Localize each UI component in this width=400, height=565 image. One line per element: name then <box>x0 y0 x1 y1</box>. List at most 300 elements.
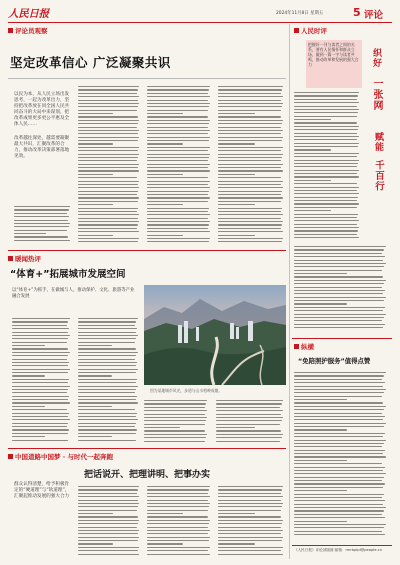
headline-rule <box>8 78 286 79</box>
body-text-line <box>218 238 283 239</box>
body-text-line <box>78 140 138 141</box>
body-text-line <box>78 413 137 414</box>
body-text-line <box>12 406 45 407</box>
body-text-line <box>218 143 255 144</box>
vertical-headline-4: 千百行 <box>373 160 384 192</box>
body-text-line <box>218 103 283 104</box>
body-text-line <box>294 327 383 328</box>
body-text-line <box>12 440 68 441</box>
body-text-line <box>218 211 281 212</box>
body-text-line <box>78 362 137 363</box>
body-text-line <box>78 123 138 124</box>
body-text-line <box>147 550 208 551</box>
body-text-line <box>218 96 283 97</box>
body-text-line <box>294 416 385 417</box>
body-text-line <box>218 184 281 185</box>
body-text-line <box>294 263 386 264</box>
body-text-line <box>218 550 281 551</box>
main-article-col2 <box>147 86 213 246</box>
body-text-line <box>78 423 136 424</box>
body-text-line <box>294 314 386 315</box>
body-text-line <box>294 524 386 525</box>
sports-article-col3 <box>144 400 210 446</box>
body-text-line <box>294 487 383 488</box>
body-text-line <box>78 530 139 531</box>
body-text-line <box>218 241 282 242</box>
vertical-headline-3: 赋能 <box>373 132 383 152</box>
body-text-line <box>294 436 383 437</box>
body-text-line <box>147 235 183 236</box>
body-text-line <box>294 214 358 215</box>
section-marker-icon <box>8 28 13 33</box>
body-text-line <box>218 174 255 175</box>
body-text-line <box>78 89 138 90</box>
body-text-line <box>218 510 281 511</box>
body-text-line <box>294 156 357 157</box>
body-text-line <box>147 513 183 514</box>
body-text-line <box>14 226 69 227</box>
body-text-line <box>218 157 282 158</box>
section-label: 人民时评 <box>294 26 327 35</box>
body-text-line <box>218 154 283 155</box>
body-text-line <box>218 500 281 501</box>
body-text-line <box>294 283 384 284</box>
body-text-line <box>218 160 281 161</box>
body-text-line <box>294 375 384 376</box>
body-text-line <box>218 530 283 531</box>
vertical-headline-1: 织好 <box>371 48 381 68</box>
body-text-line <box>294 379 382 380</box>
body-text-line <box>218 116 281 117</box>
body-text-line <box>147 489 209 490</box>
body-text-line <box>12 328 69 329</box>
body-text-line <box>12 342 67 343</box>
main-article-col3 <box>218 86 286 246</box>
body-text-line <box>294 402 383 403</box>
body-text-line <box>147 228 208 229</box>
body-text-line <box>216 414 281 415</box>
body-text-line <box>294 270 382 271</box>
body-text-line <box>14 240 70 241</box>
body-text-line <box>294 389 386 390</box>
body-text-line <box>78 543 113 544</box>
body-text-line <box>78 181 139 182</box>
body-text-line <box>218 123 282 124</box>
body-text-line <box>218 177 281 178</box>
issue-date: 2024年11月8日 星期五 <box>276 11 324 16</box>
body-text-line <box>147 160 208 161</box>
body-text-line <box>12 345 45 346</box>
main-article-foot <box>14 206 72 246</box>
main-headline: 坚定改革信心 广泛凝聚共识 <box>10 55 171 70</box>
body-text-line <box>294 423 386 424</box>
body-text-line <box>216 407 280 408</box>
body-text-line <box>294 426 384 427</box>
body-text-line <box>218 194 281 195</box>
body-text-line <box>294 473 386 474</box>
body-text-line <box>218 170 283 171</box>
body-text-line <box>78 399 136 400</box>
body-text-line <box>147 208 209 209</box>
section-rule <box>8 250 286 251</box>
body-text-line <box>78 537 139 538</box>
body-text-line <box>78 419 138 420</box>
body-text-line <box>12 386 70 387</box>
body-text-line <box>294 494 384 495</box>
body-text-line <box>294 517 385 518</box>
body-text-line <box>294 419 383 420</box>
body-text-line <box>144 417 207 418</box>
body-text-line <box>78 527 137 528</box>
body-text-line <box>78 211 137 212</box>
body-text-line <box>294 317 384 318</box>
body-text-line <box>218 516 281 517</box>
body-text-line <box>218 527 281 528</box>
body-text-line <box>78 436 112 437</box>
body-text-line <box>14 223 70 224</box>
body-text-line <box>147 224 209 225</box>
body-text-line <box>147 93 208 94</box>
body-text-line <box>78 325 135 326</box>
body-text-line <box>294 260 383 261</box>
body-text-line <box>147 510 208 511</box>
body-text-line <box>147 106 209 107</box>
body-text-line <box>147 116 208 117</box>
body-text-line <box>294 497 382 498</box>
body-text-line <box>294 293 383 294</box>
body-text-line <box>294 382 385 383</box>
body-text-line <box>78 513 113 514</box>
body-text-line <box>14 230 67 231</box>
body-text-line <box>294 287 382 288</box>
body-text-line <box>147 238 210 239</box>
commentary-col1 <box>294 92 362 242</box>
body-text-line <box>218 197 283 198</box>
body-text-line <box>294 143 359 144</box>
body-text-line <box>78 164 139 165</box>
body-text-line <box>12 335 70 336</box>
body-text-line <box>12 372 68 373</box>
body-text-line <box>294 409 384 410</box>
body-text-line <box>216 427 255 428</box>
body-text-line <box>144 430 205 431</box>
body-text-line <box>218 554 283 555</box>
body-text-line <box>78 130 139 131</box>
body-text-line <box>78 170 139 171</box>
body-text-line <box>78 486 139 487</box>
page-number: 5 <box>353 6 361 19</box>
body-text-line <box>78 372 136 373</box>
body-text-line <box>218 147 283 148</box>
bottom-headline: 把话说开、把理讲明、把事办实 <box>84 470 211 480</box>
body-text-line <box>294 300 384 301</box>
body-text-line <box>218 513 255 514</box>
body-text-line <box>78 429 137 430</box>
body-text-line <box>218 533 281 534</box>
body-text-line <box>218 218 281 219</box>
body-text-line <box>144 414 205 415</box>
body-text-line <box>144 437 206 438</box>
body-text-line <box>294 413 382 414</box>
body-text-line <box>147 184 208 185</box>
body-text-line <box>218 214 283 215</box>
section-rule <box>8 448 286 449</box>
body-text-line <box>12 379 69 380</box>
body-text-line <box>218 221 283 222</box>
body-text-line <box>294 116 357 117</box>
body-text-line <box>218 89 282 90</box>
body-text-line <box>294 224 357 225</box>
body-text-line <box>147 103 210 104</box>
body-text-line <box>294 95 358 96</box>
section-label: 纵横 <box>294 342 314 351</box>
body-text-line <box>147 154 210 155</box>
body-text-line <box>294 507 386 508</box>
body-text-line <box>294 433 385 434</box>
body-text-line <box>147 157 209 158</box>
body-text-line <box>144 434 207 435</box>
commentary-summary-box: 把握好一刊与读者之间的关系，要有人民情怀和群众立场，做到一篇一字与读者共鸣，推动改革和发展的强大合力 <box>306 40 362 88</box>
body-text-line <box>147 86 210 87</box>
footer-note: 《人民日报》评论部版面 邮箱：rmrbplpl@people.cn <box>294 548 382 552</box>
body-text-line <box>294 102 359 103</box>
body-text-line <box>294 203 359 204</box>
body-text-line <box>78 335 138 336</box>
body-text-line <box>218 520 283 521</box>
body-text-line <box>294 146 358 147</box>
body-text-line <box>12 389 68 390</box>
body-text-line <box>294 521 347 522</box>
body-text-line <box>12 348 68 349</box>
body-text-line <box>78 204 113 205</box>
body-text-line <box>78 496 139 497</box>
body-text-line <box>147 533 208 534</box>
body-text-line <box>294 129 358 130</box>
body-text-line <box>294 99 357 100</box>
body-text-line <box>12 321 68 322</box>
body-text-line <box>294 372 386 373</box>
body-text-line <box>216 410 283 411</box>
body-text-line <box>78 318 138 319</box>
body-text-line <box>294 324 385 325</box>
body-text-line <box>147 174 183 175</box>
body-text-line <box>294 310 383 311</box>
body-text-line <box>78 120 139 121</box>
body-text-line <box>294 183 357 184</box>
body-text-line <box>12 382 68 383</box>
body-text-line <box>147 110 208 111</box>
body-text-line <box>12 399 68 400</box>
body-text-line <box>294 266 384 267</box>
body-text-line <box>78 157 138 158</box>
body-text-line <box>78 321 136 322</box>
body-text-line <box>294 510 384 511</box>
body-text-line <box>218 140 282 141</box>
body-text-line <box>78 86 139 87</box>
body-text-line <box>218 486 283 487</box>
body-text-line <box>218 120 283 121</box>
body-text-line <box>294 160 359 161</box>
body-text-line <box>78 493 137 494</box>
body-text-line <box>294 246 386 247</box>
body-text-line <box>218 543 255 544</box>
body-text-line <box>12 359 67 360</box>
body-text-line <box>218 231 283 232</box>
body-text-line <box>12 332 68 333</box>
commentary-col2 <box>294 246 390 334</box>
zongheng-headline: “免陪照护服务”值得点赞 <box>298 357 371 365</box>
sports-article-col1 <box>12 318 72 446</box>
body-text-line <box>78 110 137 111</box>
body-text-line <box>147 181 210 182</box>
body-text-line <box>147 543 183 544</box>
body-text-line <box>78 409 135 410</box>
body-text-line <box>147 547 210 548</box>
body-text-line <box>294 119 331 120</box>
body-text-line <box>218 208 282 209</box>
main-article-col1 <box>78 86 142 246</box>
body-text-line <box>216 400 283 401</box>
body-text-line <box>294 456 386 457</box>
body-text-line <box>147 164 210 165</box>
body-text-line <box>78 406 112 407</box>
body-text-line <box>216 424 280 425</box>
body-text-line <box>218 547 283 548</box>
body-text-line <box>144 420 206 421</box>
body-text-line <box>294 217 357 218</box>
body-text-line <box>147 130 210 131</box>
body-text-line <box>78 113 113 114</box>
section-label: 暖闻热评 <box>8 254 41 263</box>
body-text-line <box>294 193 359 194</box>
body-text-line <box>78 516 138 517</box>
body-text-line <box>218 167 281 168</box>
body-text-line <box>12 433 68 434</box>
body-text-line <box>78 533 138 534</box>
body-text-line <box>78 369 138 370</box>
body-text-line <box>294 443 384 444</box>
body-text-line <box>78 241 138 242</box>
body-text-line <box>78 127 137 128</box>
section-rule <box>292 338 392 339</box>
body-text-line <box>78 133 138 134</box>
body-text-line <box>78 520 139 521</box>
body-text-line <box>78 184 138 185</box>
body-text-line <box>12 392 67 393</box>
body-text-line <box>78 143 113 144</box>
body-text-line <box>294 210 331 211</box>
body-text-line <box>78 328 137 329</box>
body-text-line <box>294 446 382 447</box>
body-text-line <box>147 520 210 521</box>
body-text-line <box>294 514 382 515</box>
body-text-line <box>12 396 69 397</box>
body-text-line <box>294 230 358 231</box>
body-text-line <box>294 136 359 137</box>
body-text-line <box>147 506 209 507</box>
body-text-line <box>218 187 283 188</box>
body-text-line <box>78 96 139 97</box>
body-text-line <box>78 218 138 219</box>
body-text-line <box>147 120 210 121</box>
body-text-line <box>144 424 205 425</box>
body-text-line <box>147 540 209 541</box>
body-text-line <box>78 389 136 390</box>
body-text-line <box>78 345 112 346</box>
body-text-line <box>147 194 208 195</box>
body-text-line <box>147 197 210 198</box>
body-text-line <box>218 201 281 202</box>
body-text-line <box>78 503 139 504</box>
body-text-line <box>78 359 135 360</box>
body-text-line <box>12 416 68 417</box>
body-text-line <box>12 318 70 319</box>
body-text-line <box>144 427 180 428</box>
body-text-line <box>294 149 331 150</box>
body-text-line <box>147 537 210 538</box>
zongheng-article <box>294 372 390 540</box>
body-text-line <box>294 440 386 441</box>
body-text-line <box>12 429 69 430</box>
body-text-line <box>78 396 137 397</box>
body-text-line <box>12 325 67 326</box>
body-text-line <box>78 235 113 236</box>
body-text-line <box>294 276 383 277</box>
body-text-line <box>294 153 359 154</box>
body-text-line <box>294 166 357 167</box>
body-text-line <box>147 486 210 487</box>
body-text-line <box>216 420 282 421</box>
body-text-line <box>14 220 68 221</box>
body-text-line <box>218 137 283 138</box>
body-text-line <box>294 534 385 535</box>
body-text-line <box>78 440 136 441</box>
body-text-line <box>294 234 357 235</box>
body-text-line <box>294 504 383 505</box>
body-text-line <box>78 116 138 117</box>
body-text-line <box>78 523 138 524</box>
body-text-line <box>294 463 382 464</box>
body-text-line <box>78 392 135 393</box>
body-text-line <box>147 493 208 494</box>
body-text-line <box>78 332 136 333</box>
body-text-line <box>294 249 384 250</box>
body-text-line <box>12 402 70 403</box>
body-text-line <box>218 235 255 236</box>
body-text-line <box>294 122 357 123</box>
body-text-line <box>147 150 208 151</box>
body-text-line <box>78 510 137 511</box>
body-text-line <box>14 209 69 210</box>
body-text-line <box>218 540 282 541</box>
body-text-line <box>12 365 68 366</box>
body-text-line <box>294 173 357 174</box>
body-text-line <box>218 181 283 182</box>
body-text-line <box>218 100 281 101</box>
body-text-line <box>216 430 281 431</box>
body-text-line <box>147 500 208 501</box>
body-text-line <box>78 224 138 225</box>
body-text-line <box>147 187 210 188</box>
body-text-line <box>294 190 357 191</box>
body-text-line <box>294 399 347 400</box>
body-text-line <box>144 410 207 411</box>
body-text-line <box>78 103 139 104</box>
body-text-line <box>218 496 283 497</box>
body-text-line <box>78 365 136 366</box>
body-text-line <box>78 375 112 376</box>
body-text-line <box>78 197 139 198</box>
